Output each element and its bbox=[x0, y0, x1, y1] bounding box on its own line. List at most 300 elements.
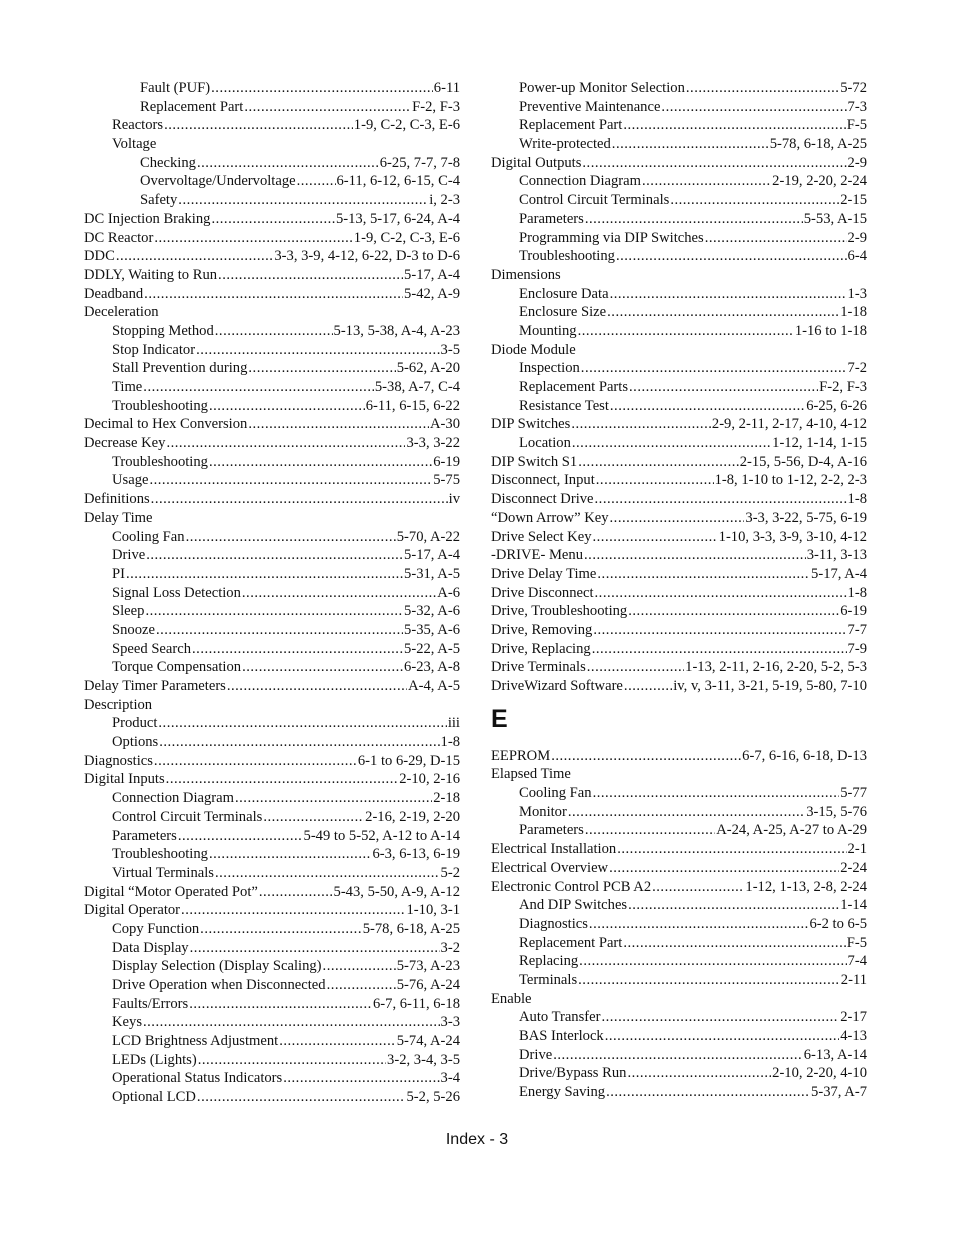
dot-leader bbox=[587, 658, 684, 677]
dot-leader bbox=[553, 1046, 803, 1065]
index-page-refs: 1-10, 3-3, 3-9, 3-10, 4-12 bbox=[718, 528, 867, 545]
index-subentry bbox=[84, 397, 460, 416]
index-term: Description bbox=[84, 696, 153, 713]
index-term: -DRIVE- Menu bbox=[491, 547, 584, 564]
index-page-refs: 3-11, 3-13 bbox=[806, 547, 867, 564]
index-page-refs: 1-8 bbox=[847, 491, 867, 508]
index-entry bbox=[491, 658, 867, 677]
index-term: Reactors bbox=[112, 117, 164, 134]
index-page-refs: 5-31, A-5 bbox=[404, 565, 460, 582]
dot-leader bbox=[209, 397, 365, 416]
index-subentry bbox=[84, 98, 460, 117]
dot-leader bbox=[235, 789, 432, 808]
dot-leader bbox=[581, 359, 847, 378]
index-page-refs: 5-17, A-4 bbox=[404, 547, 460, 564]
index-subentry bbox=[84, 602, 460, 621]
index-page-refs: 3-3, 3-9, 4-12, 6-22, D-3 to D-6 bbox=[274, 248, 460, 265]
index-entry bbox=[491, 990, 867, 1009]
index-term: Voltage bbox=[112, 136, 157, 153]
index-term: Product bbox=[112, 715, 158, 732]
index-column-right bbox=[491, 79, 867, 1102]
index-entry bbox=[84, 434, 460, 453]
index-page-refs: 5-13, 5-17, 6-24, A-4 bbox=[335, 210, 460, 227]
index-term: Time bbox=[112, 379, 143, 395]
index-group-d-continued bbox=[491, 79, 867, 696]
index-page-refs: 2-18 bbox=[433, 790, 460, 807]
index-subentry bbox=[84, 714, 460, 733]
dot-leader bbox=[209, 845, 371, 864]
index-term: Definitions bbox=[84, 491, 150, 508]
index-term: Drive Terminals bbox=[491, 659, 586, 676]
index-term: Drive, Removing bbox=[491, 621, 593, 638]
index-entry bbox=[491, 840, 867, 859]
dot-leader bbox=[624, 677, 672, 696]
index-page-refs: 2-1 bbox=[847, 841, 867, 858]
dot-leader bbox=[606, 1083, 810, 1102]
index-term: Drive, Troubleshooting bbox=[491, 603, 628, 620]
index-term: Drive Select Key bbox=[491, 528, 592, 545]
index-term: Sleep bbox=[112, 603, 145, 620]
dot-leader bbox=[585, 210, 803, 229]
index-term: Snooze bbox=[112, 621, 155, 638]
index-subentry bbox=[491, 1027, 867, 1046]
index-term: And DIP Switches bbox=[519, 897, 628, 914]
index-page-refs: 7-9 bbox=[847, 640, 867, 657]
index-entry bbox=[491, 584, 867, 603]
dot-leader bbox=[686, 79, 839, 98]
index-entry bbox=[491, 266, 867, 285]
index-term: Programming via DIP Switches bbox=[519, 229, 704, 246]
index-entry bbox=[84, 490, 460, 509]
index-page-refs: 5-78, 6-18, A-25 bbox=[362, 920, 460, 937]
dot-leader bbox=[248, 359, 395, 378]
index-page-refs: 1-8 bbox=[847, 584, 867, 601]
dot-leader bbox=[705, 229, 847, 248]
index-term: Enclosure Data bbox=[519, 285, 609, 302]
index-subentry bbox=[491, 821, 867, 840]
index-term: Display Selection (Display Scaling) bbox=[112, 958, 322, 975]
index-page-refs: 7-4 bbox=[847, 953, 867, 970]
dot-leader bbox=[151, 490, 448, 509]
index-term: Disconnect, Input bbox=[491, 472, 595, 489]
index-term: Usage bbox=[112, 472, 149, 489]
dot-leader bbox=[323, 957, 396, 976]
index-page-refs: 6-25, 7-7, 7-8 bbox=[379, 154, 460, 171]
index-term: Electrical Overview bbox=[491, 859, 609, 876]
index-entry bbox=[84, 883, 460, 902]
index-page-refs: 6-1 to 6-29, D-15 bbox=[357, 752, 460, 769]
index-term: Stopping Method bbox=[112, 322, 214, 339]
index-page-refs: 5-70, A-22 bbox=[396, 528, 460, 545]
dot-leader bbox=[198, 1051, 386, 1070]
index-term: Data Display bbox=[112, 939, 189, 956]
index-subentry bbox=[84, 341, 460, 360]
index-term: Write-protected bbox=[519, 136, 611, 153]
index-page-refs: 1-14 bbox=[840, 897, 867, 914]
section-letter-heading: E bbox=[491, 704, 508, 733]
index-subentry bbox=[84, 546, 460, 565]
index-page-refs: 6-13, A-14 bbox=[803, 1046, 867, 1063]
index-subentry bbox=[491, 1064, 867, 1083]
index-term: Energy Saving bbox=[519, 1084, 606, 1101]
index-subentry bbox=[84, 939, 460, 958]
dot-leader bbox=[628, 896, 839, 915]
index-term: Digital “Motor Operated Pot” bbox=[84, 883, 258, 900]
index-subentry bbox=[491, 915, 867, 934]
dot-leader bbox=[670, 191, 839, 210]
index-page-refs: F-2, F-3 bbox=[819, 379, 867, 395]
index-subentry bbox=[491, 229, 867, 248]
dot-leader bbox=[627, 1064, 771, 1083]
index-term: Troubleshooting bbox=[112, 453, 208, 470]
dot-leader bbox=[582, 154, 846, 173]
dot-leader bbox=[178, 827, 303, 846]
index-term: “Down Arrow” Key bbox=[491, 509, 609, 526]
index-subentry bbox=[84, 920, 460, 939]
dot-leader bbox=[579, 952, 846, 971]
index-term: Drive Disconnect bbox=[491, 584, 594, 601]
dot-leader bbox=[178, 191, 428, 210]
index-term: Control Circuit Terminals bbox=[519, 192, 670, 209]
dot-leader bbox=[661, 98, 846, 117]
index-entry bbox=[84, 415, 460, 434]
index-page-refs: 6-11, 6-12, 6-15, C-4 bbox=[336, 173, 460, 190]
dot-leader bbox=[629, 378, 818, 397]
index-page-refs: 3-3, 3-22, 5-75, 6-19 bbox=[745, 509, 867, 526]
index-term: Keys bbox=[112, 1014, 142, 1031]
index-page-refs: 6-7, 6-16, 6-18, D-13 bbox=[742, 747, 867, 764]
index-term: Diode Module bbox=[491, 341, 576, 358]
index-term: DIP Switch S1 bbox=[491, 453, 578, 470]
index-page-refs: A-4, A-5 bbox=[408, 678, 460, 694]
index-term: Inspection bbox=[519, 360, 580, 377]
index-page-refs: 2-15, 5-56, D-4, A-16 bbox=[739, 453, 867, 470]
dot-leader bbox=[218, 266, 403, 285]
index-subentry bbox=[491, 378, 867, 397]
dot-leader bbox=[143, 1013, 440, 1032]
index-term: DIP Switches bbox=[491, 416, 571, 433]
index-page-refs: 2-9 bbox=[847, 229, 867, 246]
index-page-refs: 5-2 bbox=[440, 864, 460, 881]
index-page-refs: 5-37, A-7 bbox=[811, 1084, 867, 1101]
index-term: Stall Prevention during bbox=[112, 360, 248, 377]
dot-leader bbox=[327, 976, 396, 995]
dot-leader bbox=[610, 397, 805, 416]
index-term: Parameters bbox=[519, 210, 584, 227]
dot-leader bbox=[578, 322, 794, 341]
dot-leader bbox=[283, 1069, 439, 1088]
index-entry bbox=[491, 602, 867, 621]
index-term: Deceleration bbox=[84, 304, 159, 321]
index-entry bbox=[491, 415, 867, 434]
index-entry bbox=[84, 266, 460, 285]
index-subentry bbox=[491, 784, 867, 803]
dot-leader bbox=[215, 322, 333, 341]
index-page-refs: 6-11, 6-15, 6-22 bbox=[365, 397, 460, 414]
index-subentry bbox=[491, 434, 867, 453]
index-subentry bbox=[84, 733, 460, 752]
dot-leader bbox=[242, 658, 403, 677]
index-term: Parameters bbox=[519, 822, 584, 839]
index-term: Control Circuit Terminals bbox=[112, 808, 263, 825]
index-subentry bbox=[84, 976, 460, 995]
index-term: DriveWizard Software bbox=[491, 678, 623, 694]
dot-leader bbox=[585, 821, 715, 840]
index-entry bbox=[491, 640, 867, 659]
dot-leader bbox=[146, 546, 403, 565]
index-page-refs: 2-15 bbox=[840, 192, 867, 209]
index-subentry bbox=[84, 827, 460, 846]
index-subentry bbox=[491, 303, 867, 322]
dot-leader bbox=[279, 1032, 396, 1051]
dot-leader bbox=[145, 602, 403, 621]
index-entry bbox=[491, 677, 867, 696]
index-page-refs: 5-53, A-15 bbox=[803, 210, 867, 227]
index-subentry bbox=[84, 191, 460, 210]
index-page-refs: 2-10, 2-20, 4-10 bbox=[772, 1065, 867, 1082]
dot-leader bbox=[149, 471, 432, 490]
index-term: Safety bbox=[140, 192, 178, 209]
index-term: Drive, Replacing bbox=[491, 640, 591, 657]
index-term: Dimensions bbox=[491, 266, 561, 283]
index-page-refs: 3-3 bbox=[440, 1014, 460, 1031]
index-subentry bbox=[84, 1013, 460, 1032]
index-page-refs: F-2, F-3 bbox=[412, 98, 460, 115]
index-subentry bbox=[491, 98, 867, 117]
dot-leader bbox=[197, 1088, 406, 1107]
dot-leader bbox=[159, 733, 439, 752]
dot-leader bbox=[596, 471, 714, 490]
index-page-refs: F-5 bbox=[846, 934, 867, 951]
index-page-refs: iv, v, 3-11, 3-21, 5-19, 5-80, 7-10 bbox=[673, 678, 867, 694]
index-subentry bbox=[491, 971, 867, 990]
index-entry bbox=[491, 859, 867, 878]
index-subentry bbox=[84, 957, 460, 976]
index-page-refs: 5-42, A-9 bbox=[404, 285, 460, 302]
index-entry bbox=[491, 154, 867, 173]
dot-leader bbox=[610, 509, 745, 528]
index-page-refs: 5-32, A-6 bbox=[404, 603, 460, 620]
index-term: Mounting bbox=[519, 322, 577, 339]
dot-leader bbox=[154, 229, 352, 248]
index-entry bbox=[491, 546, 867, 565]
index-term: Electronic Control PCB A2 bbox=[491, 878, 652, 895]
dot-leader bbox=[197, 154, 379, 173]
index-entry bbox=[491, 528, 867, 547]
dot-leader bbox=[628, 602, 839, 621]
index-page-refs: i, 2-3 bbox=[429, 192, 460, 209]
index-term: Enclosure Size bbox=[519, 304, 607, 321]
index-entry bbox=[491, 341, 867, 360]
index-term: Enable bbox=[491, 990, 532, 1007]
index-page-refs: 4-13 bbox=[840, 1028, 867, 1044]
index-term: Preventive Maintenance bbox=[519, 98, 661, 115]
index-subentry bbox=[491, 135, 867, 154]
index-page-refs: 1-8 bbox=[440, 734, 460, 751]
index-term: Replacement Part bbox=[519, 117, 623, 134]
index-entry bbox=[84, 677, 460, 696]
index-page-refs: 7-7 bbox=[847, 621, 867, 638]
index-page-refs: 2-24 bbox=[840, 859, 867, 876]
index-page-refs: iv bbox=[448, 491, 460, 508]
index-page-refs: 5-17, A-4 bbox=[404, 266, 460, 283]
dot-leader bbox=[143, 378, 374, 397]
index-entry bbox=[84, 210, 460, 229]
index-term: Copy Function bbox=[112, 920, 200, 937]
index-term: Options bbox=[112, 734, 159, 751]
dot-leader bbox=[164, 116, 353, 135]
index-subentry bbox=[84, 172, 460, 191]
index-subentry bbox=[84, 789, 460, 808]
dot-leader bbox=[242, 584, 436, 603]
index-page-refs: 6-4 bbox=[847, 248, 867, 265]
dot-leader bbox=[584, 546, 806, 565]
dot-leader bbox=[568, 803, 805, 822]
dot-leader bbox=[196, 341, 439, 360]
index-page-refs: 6-11 bbox=[433, 80, 460, 96]
index-term: Replacement Part bbox=[519, 934, 623, 951]
index-entry bbox=[491, 509, 867, 528]
index-term: Digital Operator bbox=[84, 902, 181, 919]
dot-leader bbox=[623, 934, 845, 953]
index-subentry bbox=[491, 172, 867, 191]
index-term: Cooling Fan bbox=[519, 785, 592, 802]
index-subentry bbox=[84, 1069, 460, 1088]
index-page-refs: 1-12, 1-13, 2-8, 2-24 bbox=[745, 878, 867, 895]
index-entry bbox=[491, 747, 867, 766]
index-subentry bbox=[84, 845, 460, 864]
index-term: Terminals bbox=[519, 971, 578, 988]
index-page-refs: 2-10, 2-16 bbox=[399, 771, 460, 788]
index-term: Decimal to Hex Conversion bbox=[84, 416, 248, 433]
index-page-refs: 2-9 bbox=[847, 154, 867, 171]
index-entry bbox=[491, 621, 867, 640]
index-column-left bbox=[84, 79, 460, 1107]
index-page-refs: F-5 bbox=[846, 117, 867, 134]
index-term: LCD Brightness Adjustment bbox=[112, 1033, 279, 1050]
index-subentry bbox=[84, 584, 460, 603]
index-page-refs: 5-73, A-23 bbox=[396, 958, 460, 975]
index-term: BAS Interlock bbox=[519, 1028, 604, 1044]
index-term: Faults/Errors bbox=[112, 995, 189, 1012]
dot-leader bbox=[652, 878, 744, 897]
index-entry bbox=[84, 229, 460, 248]
index-term: Drive Delay Time bbox=[491, 565, 597, 582]
index-term: Drive Operation when Disconnected bbox=[112, 977, 326, 993]
index-subentry bbox=[491, 896, 867, 915]
index-term: Torque Compensation bbox=[112, 659, 242, 676]
index-page-refs: A-30 bbox=[430, 416, 460, 433]
dot-leader bbox=[595, 490, 847, 509]
index-term: Speed Search bbox=[112, 640, 192, 657]
index-subentry bbox=[84, 154, 460, 173]
index-page-refs: 5-17, A-4 bbox=[811, 565, 867, 582]
dot-leader bbox=[215, 864, 440, 883]
index-subentry bbox=[491, 1046, 867, 1065]
index-term: Digital Inputs bbox=[84, 771, 165, 788]
index-page-refs: 7-2 bbox=[847, 360, 867, 377]
index-term: Elapsed Time bbox=[491, 766, 571, 783]
dot-leader bbox=[116, 247, 274, 266]
dot-leader bbox=[156, 621, 403, 640]
index-subentry bbox=[491, 116, 867, 135]
dot-leader bbox=[595, 584, 847, 603]
index-entry bbox=[84, 303, 460, 322]
dot-leader bbox=[578, 971, 840, 990]
index-page-refs: 3-5 bbox=[440, 341, 460, 358]
index-page-refs: 5-35, A-6 bbox=[404, 621, 460, 638]
dot-leader bbox=[248, 415, 429, 434]
dot-leader bbox=[181, 901, 405, 920]
index-page-refs: 2-19, 2-20, 2-24 bbox=[772, 173, 867, 190]
dot-leader bbox=[572, 434, 771, 453]
index-term: Delay Time bbox=[84, 509, 153, 526]
index-term: Diagnostics bbox=[519, 915, 588, 932]
dot-leader bbox=[593, 621, 846, 640]
index-term: Resistance Test bbox=[519, 397, 609, 414]
index-subentry bbox=[84, 471, 460, 490]
index-page-refs: 6-25, 6-26 bbox=[806, 397, 867, 414]
dot-leader bbox=[592, 640, 847, 659]
index-term: Deadband bbox=[84, 285, 144, 302]
index-entry bbox=[84, 752, 460, 771]
index-entry bbox=[84, 509, 460, 528]
index-subentry bbox=[84, 640, 460, 659]
dot-leader bbox=[610, 285, 847, 304]
index-term: Drive bbox=[519, 1046, 553, 1063]
index-page-refs: 5-22, A-5 bbox=[404, 640, 460, 657]
dot-leader bbox=[609, 859, 839, 878]
index-entry bbox=[491, 490, 867, 509]
index-page-refs: 6-7, 6-11, 6-18 bbox=[372, 995, 460, 1012]
index-term: Replacement Parts bbox=[519, 379, 629, 395]
index-term: DDC bbox=[84, 248, 115, 265]
index-subentry bbox=[84, 378, 460, 397]
dot-leader bbox=[154, 752, 357, 771]
dot-leader bbox=[607, 303, 839, 322]
dot-leader bbox=[244, 98, 411, 117]
index-page-refs: 1-3 bbox=[847, 285, 867, 302]
dot-leader bbox=[593, 528, 718, 547]
index-subentry bbox=[84, 995, 460, 1014]
index-page-refs: 5-76, A-24 bbox=[396, 977, 460, 993]
index-page-refs: 6-2 to 6-5 bbox=[809, 915, 867, 932]
index-page-refs: 7-3 bbox=[847, 98, 867, 115]
index-subentry bbox=[84, 1051, 460, 1070]
index-subentry bbox=[491, 803, 867, 822]
index-term: Auto Transfer bbox=[519, 1009, 601, 1026]
index-term: DC Reactor bbox=[84, 229, 154, 246]
index-entry bbox=[84, 901, 460, 920]
index-subentry bbox=[84, 79, 460, 98]
index-subentry bbox=[491, 934, 867, 953]
index-page-refs: 1-16 to 1-18 bbox=[794, 322, 867, 339]
index-entry bbox=[491, 765, 867, 784]
index-term: Fault (PUF) bbox=[140, 80, 211, 96]
index-entry bbox=[84, 247, 460, 266]
index-term: Electrical Installation bbox=[491, 841, 617, 858]
index-term: DDLY, Waiting to Run bbox=[84, 266, 218, 283]
index-term: Drive/Bypass Run bbox=[519, 1065, 627, 1082]
index-page-refs: 1-18 bbox=[840, 304, 867, 321]
index-page-refs: 5-78, 6-18, A-25 bbox=[769, 136, 867, 153]
index-subentry bbox=[84, 528, 460, 547]
index-page-refs: 5-2, 5-26 bbox=[406, 1089, 460, 1106]
dot-leader bbox=[589, 915, 809, 934]
index-page-refs: 6-19 bbox=[840, 603, 867, 620]
index-page-refs: A-6 bbox=[437, 584, 460, 601]
index-term: Monitor bbox=[519, 803, 567, 820]
